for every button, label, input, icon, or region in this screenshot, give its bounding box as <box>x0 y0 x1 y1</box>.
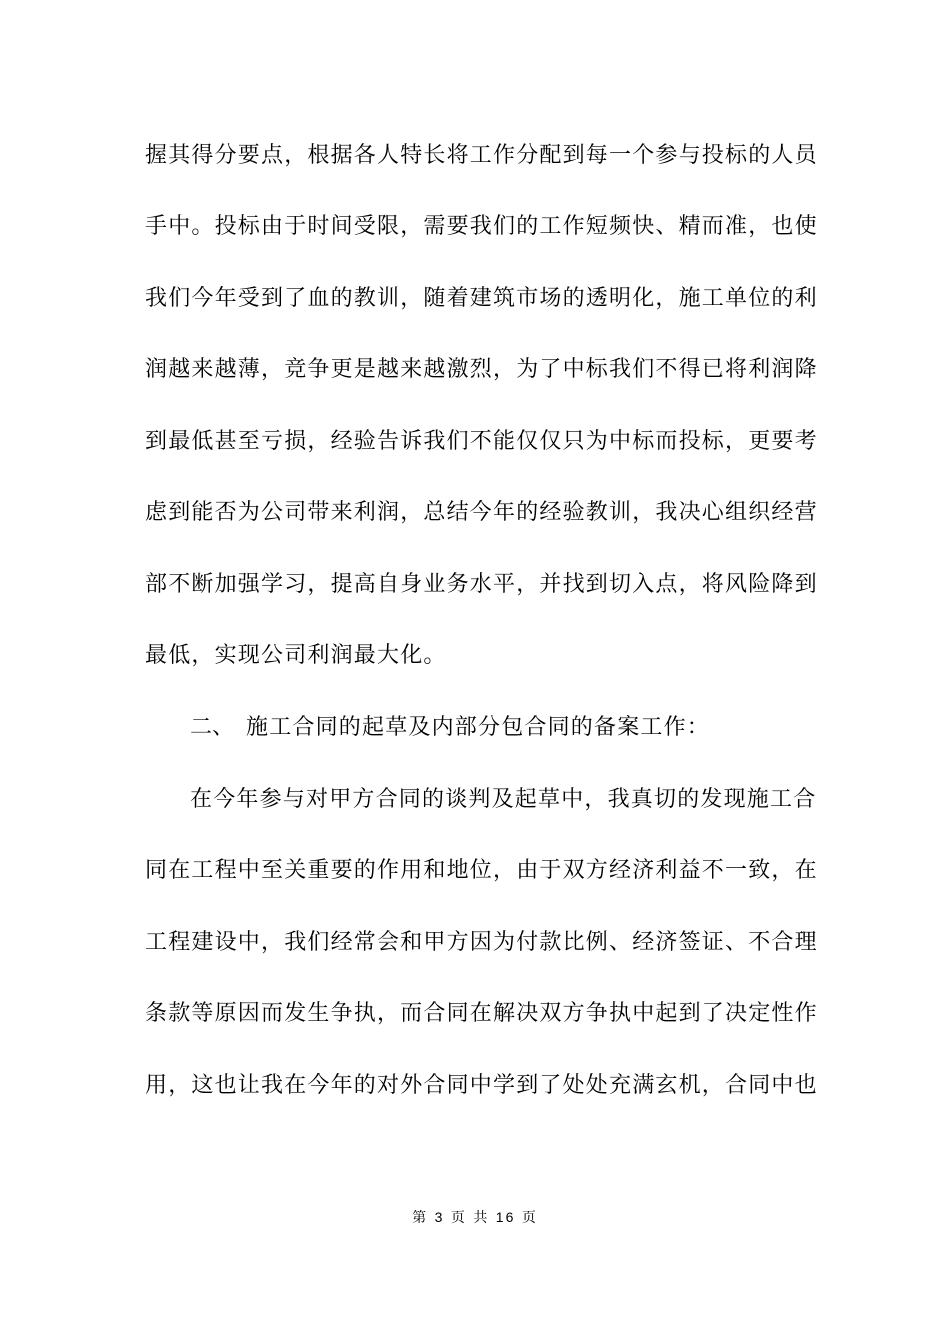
paragraph-line: 同在工程中至关重要的作用和地位，由于双方经济利益不一致，在 <box>145 858 818 883</box>
footer-page-number: 3 <box>434 1209 445 1225</box>
paragraph-line: 部不断加强学习，提高自身业务水平，并找到切入点，将风险降到 <box>145 572 818 597</box>
paragraph-line: 我们今年受到了血的教训，随着建筑市场的透明化，施工单位的利 <box>145 286 818 311</box>
section-number: 二、 <box>190 715 235 740</box>
paragraph-line: 条款等原因而发生争执，而合同在解决双方争执中起到了决定性作 <box>145 1001 818 1026</box>
footer-total-pages: 16 <box>495 1209 516 1225</box>
page-footer <box>0 1207 950 1228</box>
paragraph-line: 工程建设中，我们经常会和甲方因为付款比例、经济签证、不合理 <box>145 930 818 955</box>
footer-prefix: 第 <box>412 1210 429 1226</box>
paragraph-line: 润越来越薄，竞争更是越来越激烈，为了中标我们不得已将利润降 <box>145 357 818 382</box>
paragraph-line: 在今年参与对甲方合同的谈判及起草中，我真切的发现施工合 <box>190 787 817 812</box>
paragraph-line: 手中。投标由于时间受限，需要我们的工作短频快、精而准，也使 <box>145 214 818 239</box>
paragraph-line: 虑到能否为公司带来利润，总结今年的经验教训，我决心组织经营 <box>145 500 818 525</box>
paragraph-line: 握其得分要点，根据各人特长将工作分配到每一个参与投标的人员 <box>145 143 818 168</box>
footer-middle: 页 共 <box>450 1210 490 1226</box>
paragraph-line: 用，这也让我在今年的对外合同中学到了处处充满玄机，合同中也 <box>145 1073 818 1098</box>
section-heading: 施工合同的起草及内部分包合同的备案工作： <box>246 715 711 740</box>
paragraph-line: 最低，实现公司利润最大化。 <box>145 643 447 668</box>
footer-suffix: 页 <box>521 1210 538 1226</box>
paragraph-line: 到最低甚至亏损，经验告诉我们不能仅仅只为中标而投标，更要考 <box>145 429 818 454</box>
